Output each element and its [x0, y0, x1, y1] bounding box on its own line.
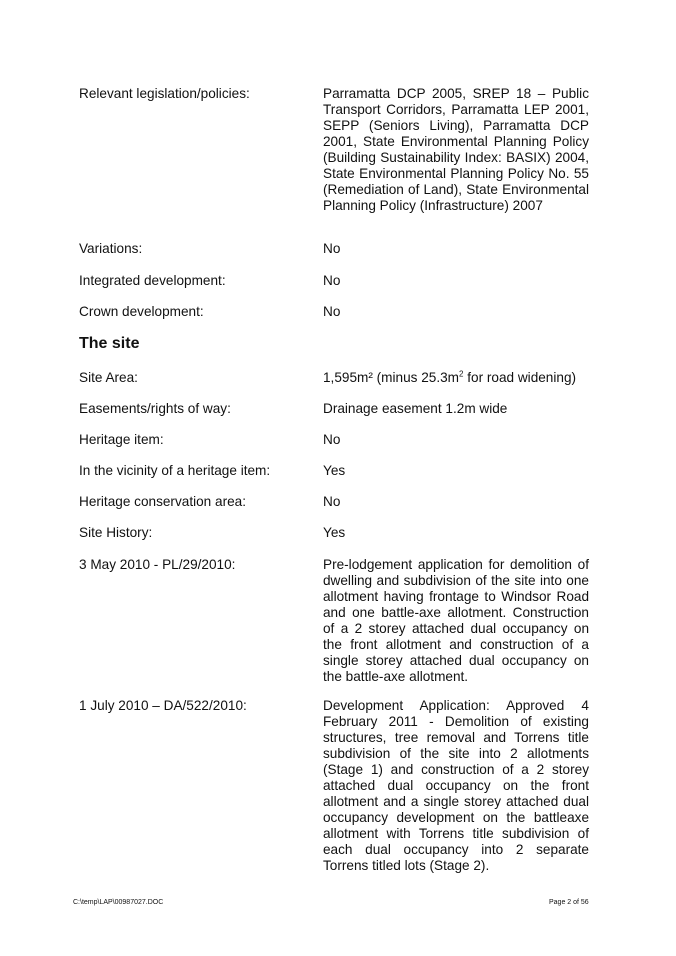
legislation-line: 2001, State Environmental Planning Policy [323, 134, 589, 149]
history-entry-2-value [323, 698, 589, 874]
legislation-line: State Environmental Planning Policy No. 55 [323, 166, 589, 181]
history-line: (Stage 1) and construction of a 2 storey [323, 762, 589, 777]
history-entry-1-value [323, 557, 589, 685]
legislation-line: Transport Corridors, Parramatta LEP 2001, [323, 102, 589, 117]
history-line: attached dual occupancy on the front [323, 778, 589, 793]
history-line: structures, tree removal and Torrens title [323, 730, 589, 745]
site-area-value-part2: for road widening) [463, 370, 577, 385]
heritage-area-label: Heritage conservation area: [79, 494, 246, 509]
history-entry-2-label: 1 July 2010 – DA/522/2010: [79, 698, 247, 713]
history-line: Torrens titled lots (Stage 2). [323, 858, 490, 873]
footer-file-path: C:\temp\LAP\00987027.DOC [73, 899, 164, 906]
heritage-area-value: No [323, 494, 341, 509]
history-line: each dual occupancy into 2 separate [323, 842, 589, 857]
easements-value: Drainage easement 1.2m wide [323, 401, 508, 416]
history-line: February 2011 - Demolition of existing [323, 714, 589, 729]
history-entry-1-label: 3 May 2010 - PL/29/2010: [79, 557, 236, 572]
integrated-label: Integrated development: [79, 273, 226, 288]
history-line: allotment with Torrens title subdivision of [323, 826, 589, 841]
heritage-item-value: No [323, 432, 341, 447]
history-line: allotment having frontage to Windsor Road [323, 589, 589, 604]
site-history-label: Site History: [79, 525, 153, 540]
legislation-label: Relevant legislation/policies: [79, 86, 250, 101]
footer-page-number: Page 2 of 56 [549, 899, 589, 906]
crown-value: No [323, 304, 341, 319]
variations-value: No [323, 241, 341, 256]
heritage-item-label: Heritage item: [79, 432, 164, 447]
site-area-value [323, 370, 589, 386]
site-history-value: Yes [323, 525, 346, 540]
variations-label: Variations: [79, 241, 143, 256]
legislation-line: Parramatta DCP 2005, SREP 18 – Public [323, 86, 589, 101]
easements-label: Easements/rights of way: [79, 401, 231, 416]
history-line: and one battle-axe allotment. Construction [323, 605, 589, 620]
legislation-line: SEPP (Seniors Living), Parramatta DCP [323, 118, 589, 133]
legislation-line: (Remediation of Land), State Environmental [323, 182, 589, 197]
site-area-superscript: 2 [459, 369, 464, 379]
heritage-vicinity-label: In the vicinity of a heritage item: [79, 463, 271, 478]
section-heading: The site [79, 335, 140, 352]
legislation-line: Planning Policy (Infrastructure) 2007 [323, 198, 543, 213]
history-line: Pre-lodgement application for demolition of [323, 557, 589, 572]
legislation-line: (Building Sustainability Index: BASIX) 2004, [323, 150, 589, 165]
history-line: of a 2 storey attached dual occupancy on [323, 621, 589, 636]
history-line: single storey attached dual occupancy on [323, 653, 589, 668]
integrated-value: No [323, 273, 341, 288]
crown-label: Crown development: [79, 304, 204, 319]
history-line: allotment and a single storey attached dual [323, 794, 589, 809]
history-line: dwelling and subdivision of the site into one [323, 573, 589, 588]
site-area-value-part1: 1,595m² (minus 25.3m [323, 370, 459, 385]
legislation-value [323, 86, 589, 214]
heritage-vicinity-value: Yes [323, 463, 346, 478]
history-line: occupancy development on the battleaxe [323, 810, 589, 825]
site-area-label: Site Area: [79, 370, 138, 385]
history-line: Development Application: Approved 4 [323, 698, 589, 713]
history-line: the battle-axe allotment. [323, 669, 469, 684]
history-line: subdivision of the site into 2 allotments [323, 746, 589, 761]
history-line: the front allotment and construction of a [323, 637, 589, 652]
